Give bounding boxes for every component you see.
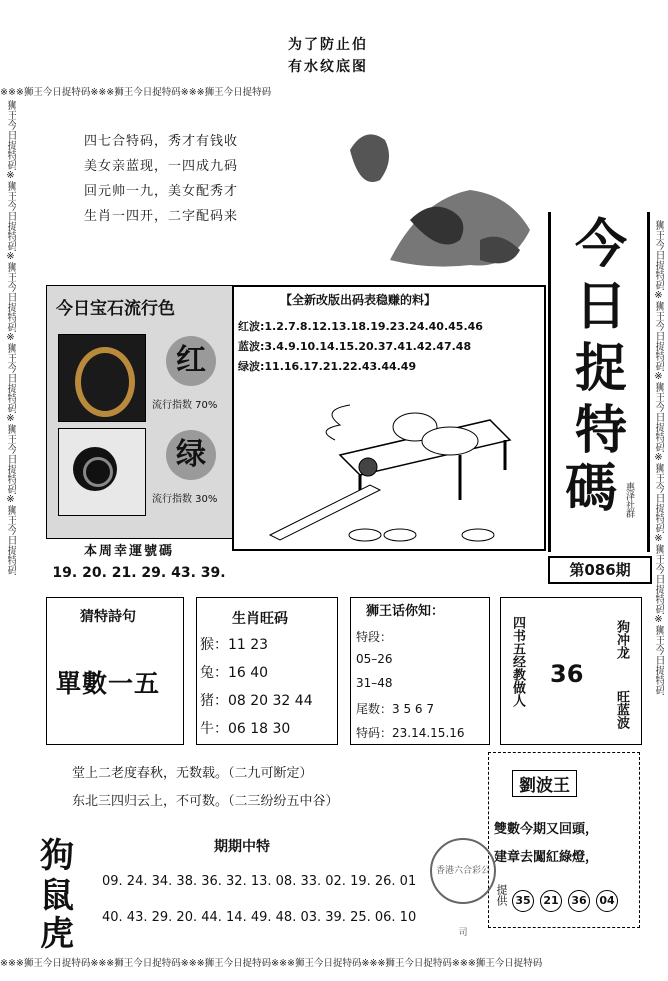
lion-row-2: 05–26 xyxy=(356,652,393,666)
ball-1: 35 xyxy=(512,890,534,912)
zodiac-big-2: 鼠 xyxy=(40,876,74,916)
poem-line-3: 回元帅一九，美女配秀才 xyxy=(84,184,239,199)
title-char-1: 今 xyxy=(574,215,627,275)
lion-row-5: 特码：23.14.15.16 xyxy=(356,726,465,740)
lion-row-3: 31–48 xyxy=(356,676,393,690)
wave-king-line-2: 建章去闖紅綠燈， xyxy=(494,850,599,865)
guess-poem-title: 猜特詩句 xyxy=(80,609,136,625)
wave-blue: 蓝波:3.4.9.10.14.15.20.37.41.42.47.48 xyxy=(238,340,472,353)
bottom-row-1: 09. 24. 34. 38. 36. 32. 13. 08. 33. 02. 19. 26. 01 xyxy=(102,874,417,889)
wave-king-stamp xyxy=(430,838,496,938)
riddle-line-2: 东北三四归云上，不可数。（二三纷纷五中谷） xyxy=(72,794,339,809)
ball-2: 21 xyxy=(540,890,562,912)
books-right-1: 狗冲龙 xyxy=(614,620,629,659)
rabbit-table-illustration xyxy=(250,385,530,545)
issue-number: 第086期 xyxy=(548,556,652,584)
wave-king-stamp-text: 香港六合彩公司 xyxy=(435,866,490,938)
gem-red-index: 流行指数 70% xyxy=(152,400,218,411)
lion-says-title: 狮王话你知： xyxy=(366,604,445,619)
riddle-line-1: 堂上二老度春秋，无数载。（二九可断定） xyxy=(72,766,313,781)
border-bottom: ※※※狮王今日捉特码※※※狮王今日捉特码※※※狮王今日捉特码※※※狮王今日捉特码※※※狮王今日捉特码※※※狮王今日捉特码 xyxy=(0,958,543,969)
books-right-2: 旺蓝波 xyxy=(614,690,629,729)
lion-row-4: 尾数：3 5 6 7 xyxy=(356,702,434,716)
gem-image-green xyxy=(58,428,146,516)
zodiac-row-1: 猴：11 23 xyxy=(200,637,269,653)
title-char-4: 特 xyxy=(574,401,627,461)
zodiac-big-3: 虎 xyxy=(40,914,74,954)
header-line-2: 有水纹底图 xyxy=(288,59,368,75)
zodiac-row-4: 牛：06 18 30 xyxy=(200,721,291,737)
bottom-title: 期期中特 xyxy=(214,839,270,855)
zodiac-row-2: 兔：16 40 xyxy=(200,665,269,681)
wave-title: 【全新改版出码表稳赚的料】 xyxy=(280,293,437,307)
wave-king-label: 提供 xyxy=(495,884,508,906)
poem-line-2: 美女亲蓝现，一四成九码 xyxy=(84,159,239,174)
lion-says-panel xyxy=(350,597,490,745)
zodiac-big-1: 狗 xyxy=(40,836,74,876)
border-right: 狮王今日捉特码※狮王今日捉特码※狮王今日捉特码※狮王今日捉特码※狮王今日捉特码※狮王今日捉特码 xyxy=(653,220,664,695)
lion-row-1: 特段： xyxy=(356,630,393,644)
lucky-numbers: 19. 20. 21. 29. 43. 39. xyxy=(46,560,232,586)
poem-line-4: 生肖一四开，二字配码来 xyxy=(84,209,239,224)
title-small: 惠泽社群 xyxy=(624,482,634,518)
wave-red: 红波:1.2.7.8.12.13.18.19.23.24.40.45.46 xyxy=(238,320,483,333)
border-left: 狮王今日捉特码※狮王今日捉特码※狮王今日捉特码※狮王今日捉特码※狮王今日捉特码※狮王今日捉特码 xyxy=(5,100,16,575)
gem-red-circle: 红 xyxy=(166,336,216,386)
books-number: 36 xyxy=(550,660,584,688)
wave-green: 绿波:11.16.17.21.22.43.44.49 xyxy=(238,360,417,373)
bottom-row-2: 40. 43. 29. 20. 44. 14. 49. 48. 03. 39. 25. 06. 10 xyxy=(102,910,417,925)
header-line-1: 为了防止伯 xyxy=(288,37,368,53)
zodiac-title: 生肖旺码 xyxy=(232,611,288,627)
poem-line-1: 四七合特码，秀才有钱收 xyxy=(84,134,239,149)
books-left: 四书五经教做人 xyxy=(510,616,525,707)
title-char-5: 碼 xyxy=(564,459,617,519)
gem-title: 今日宝石流行色 xyxy=(56,299,175,319)
gem-green-circle: 绿 xyxy=(166,430,216,480)
lion-illustration xyxy=(330,110,550,280)
lucky-title: 本周幸運號碼 xyxy=(84,544,175,559)
gem-green-index: 流行指数 30% xyxy=(152,494,218,505)
guess-poem-text: 單數一五 xyxy=(56,669,161,698)
border-top: ※※※狮王今日捉特码※※※狮王今日捉特码※※※狮王今日捉特码 xyxy=(0,87,272,98)
title-char-2: 日 xyxy=(574,277,627,337)
gem-image-red xyxy=(58,334,146,422)
wave-king-title: 劉波王 xyxy=(512,770,577,797)
ball-3: 36 xyxy=(568,890,590,912)
title-char-3: 捉 xyxy=(574,339,627,399)
zodiac-row-3: 猪：08 20 32 44 xyxy=(200,693,313,709)
ball-4: 04 xyxy=(596,890,618,912)
wave-king-line-1: 雙數今期又回頭， xyxy=(494,822,599,837)
